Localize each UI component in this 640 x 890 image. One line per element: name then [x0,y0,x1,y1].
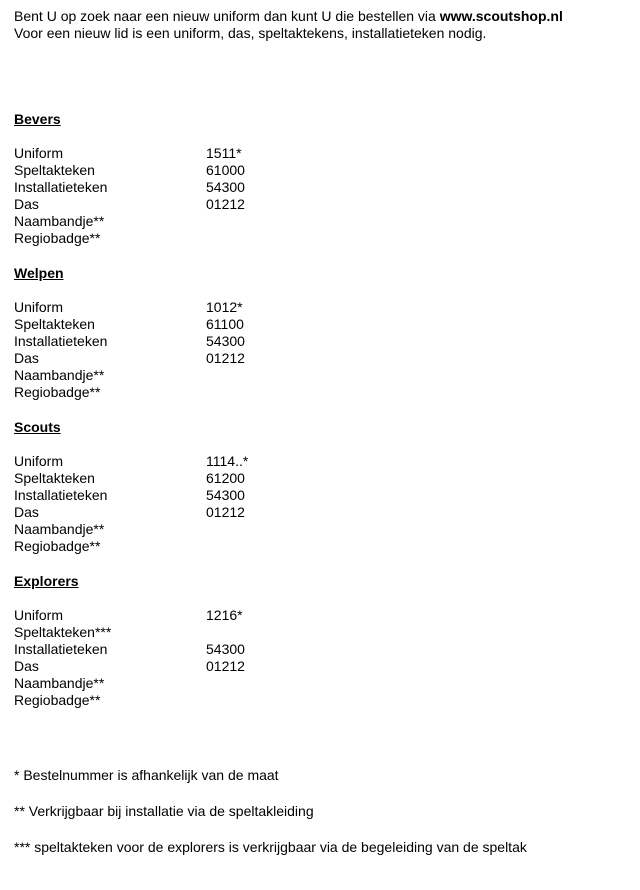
list-item [14,145,414,162]
item-list [14,145,414,247]
list-item [14,692,414,709]
item-code: 54300 [206,333,245,349]
list-item [14,658,414,675]
list-item [14,641,414,658]
item-label: Regiobadge** [14,384,101,400]
section-explorers [14,573,414,709]
list-item [14,470,414,487]
item-code [206,692,326,709]
section-scouts [14,419,414,555]
item-label: Installatieteken [14,333,108,349]
item-label: Das [14,350,39,366]
scoutshop-link-text: www.scoutshop.nl [439,8,563,24]
footnote-installation: ** Verkrijgbaar bij installatie via de speltakleiding [14,803,314,819]
footnote-size: * Bestelnummer is afhankelijk van de maat [14,767,279,783]
section-title: Scouts [14,419,61,435]
item-code: 1216* [206,607,243,623]
item-label: Naambandje** [14,675,105,691]
list-item [14,316,414,333]
item-label: Installatieteken [14,179,108,195]
item-label: Speltakteken [14,470,95,486]
item-label: Das [14,658,39,674]
list-item [14,299,414,316]
item-code: 54300 [206,641,245,657]
item-label: Regiobadge** [14,230,101,246]
item-label: Installatieteken [14,487,108,503]
list-item [14,624,414,641]
item-code [206,624,326,641]
item-label: Uniform [14,607,64,623]
item-label: Naambandje** [14,213,105,229]
item-code [206,230,326,247]
item-code [206,367,326,384]
section-title: Welpen [14,265,64,281]
list-item [14,675,414,692]
item-code: 61000 [206,162,245,178]
item-code: 54300 [206,179,245,195]
item-label: Installatieteken [14,641,108,657]
intro-line-2: Voor een nieuw lid is een uniform, das, speltaktekens, installatieteken nodig. [14,25,487,41]
intro-text [14,8,634,42]
item-code: 1114..* [206,453,249,469]
item-code [206,521,326,538]
list-item [14,521,414,538]
item-code [206,213,326,230]
item-code: 01212 [206,196,245,212]
list-item [14,453,414,470]
section-welpen [14,265,414,401]
item-label: Uniform [14,299,64,315]
item-list [14,607,414,709]
item-code: 01212 [206,658,245,674]
item-label: Regiobadge** [14,538,101,554]
item-code: 01212 [206,350,245,366]
list-item [14,384,414,401]
footnote-explorers: *** speltakteken voor de explorers is verkrijgbaar via de begeleiding van de speltak [14,839,527,855]
list-item [14,230,414,247]
item-code: 1012* [206,299,243,315]
item-label: Uniform [14,145,64,161]
list-item [14,607,414,624]
section-title: Explorers [14,573,79,589]
item-label: Das [14,196,39,212]
item-code: 61200 [206,470,245,486]
item-code: 54300 [206,487,245,503]
list-item [14,367,414,384]
item-list [14,453,414,555]
intro-line-1 [14,8,634,25]
item-label: Speltakteken*** [14,624,112,640]
list-item [14,162,414,179]
list-item [14,350,414,367]
list-item [14,179,414,196]
item-code: 61100 [206,316,244,332]
item-code [206,384,326,401]
item-label: Speltakteken [14,162,95,178]
list-item [14,213,414,230]
item-label: Regiobadge** [14,692,101,708]
item-code: 1511* [206,145,242,161]
item-list [14,299,414,401]
intro-line-1-text: Bent U op zoek naar een nieuw uniform dan kunt U die bestellen via [14,8,440,24]
item-code [206,675,326,692]
list-item [14,333,414,350]
list-item [14,196,414,213]
section-bevers [14,111,414,247]
item-label: Speltakteken [14,316,95,332]
item-label: Naambandje** [14,521,105,537]
section-title: Bevers [14,111,61,127]
list-item [14,504,414,521]
list-item [14,538,414,555]
item-label: Uniform [14,453,64,469]
item-label: Naambandje** [14,367,105,383]
list-item [14,487,414,504]
item-label: Das [14,504,39,520]
item-code [206,538,326,555]
item-code: 01212 [206,504,245,520]
